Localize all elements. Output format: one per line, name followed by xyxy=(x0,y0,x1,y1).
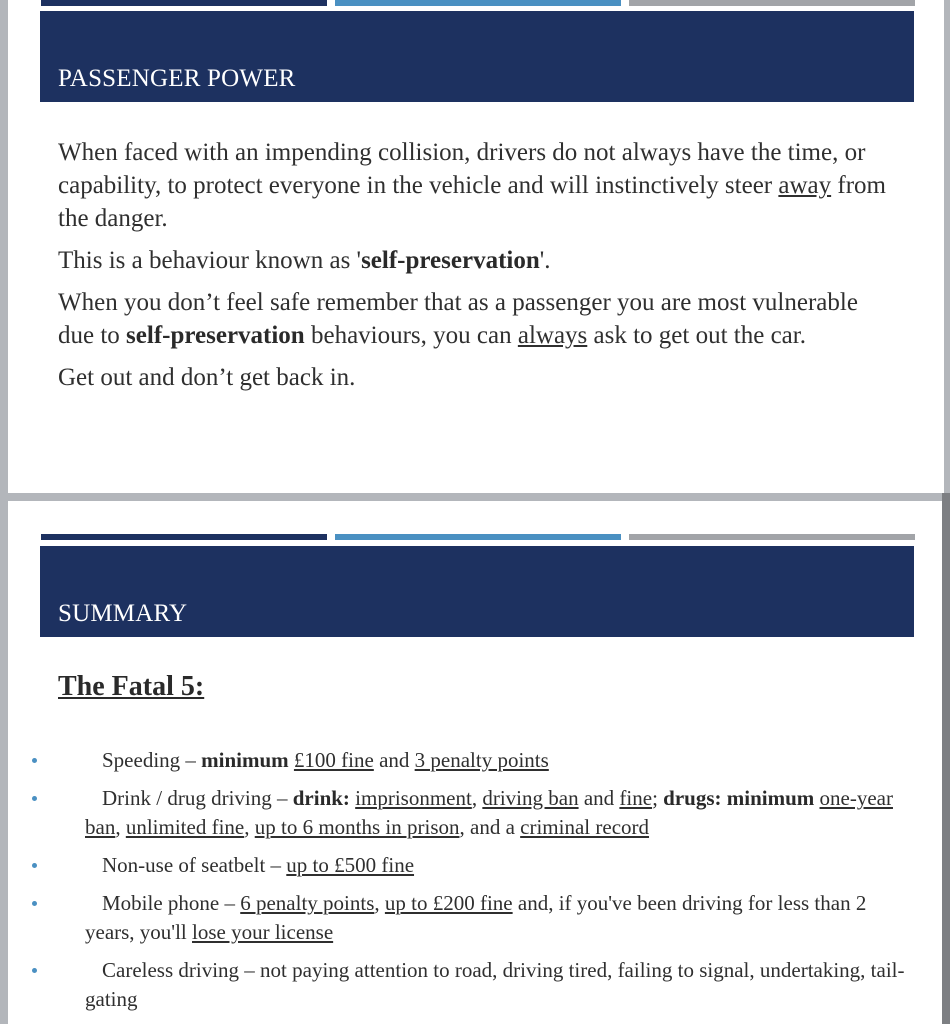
text: and, if you've been driving for less than 2 years, you'll xyxy=(85,891,867,944)
paragraph-feel-safe xyxy=(58,286,898,352)
slide-title: SUMMARY xyxy=(58,600,188,627)
underlined-text: up to £200 fine xyxy=(384,891,513,915)
list-item: Drink / drug driving – drink: imprisonment, driving ban and fine; drugs: minimum one-year ban, unlimited fine, up to 6 months in prison, and a criminal record xyxy=(8,784,944,842)
slide-summary xyxy=(8,501,944,1024)
underlined-text: always xyxy=(517,322,588,349)
paragraph-self-preservation xyxy=(58,244,898,277)
slide-body xyxy=(58,136,898,403)
bold-text: self-preservation xyxy=(361,247,540,274)
text: behaviours, you can xyxy=(304,322,518,349)
text: Careless driving – not paying attention to road, driving tired, failing to signal, undertaking, tail-gating xyxy=(85,958,905,1011)
bullet-icon xyxy=(32,901,37,906)
section-heading: The Fatal 5: xyxy=(58,671,205,702)
underlined-text: unlimited fine xyxy=(125,815,245,839)
paragraph-collision xyxy=(58,136,898,235)
text: When you don’t feel safe remember that as a passenger you are most vulnerable due to xyxy=(58,289,858,349)
bold-text: drugs: minimum xyxy=(663,786,815,810)
accent-bar-grey xyxy=(629,534,915,540)
slide-passenger-power xyxy=(8,0,944,493)
accent-bar-grey xyxy=(629,0,915,6)
underlined-text: up to 6 months in prison xyxy=(254,815,460,839)
underlined-text: up to £500 fine xyxy=(286,853,415,877)
underlined-text: imprisonment xyxy=(355,786,472,810)
text: , and a xyxy=(459,815,521,839)
underlined-text: lose your license xyxy=(192,920,334,944)
bullet-icon xyxy=(32,758,37,763)
underlined-text: criminal record xyxy=(520,815,650,839)
text: Mobile phone – xyxy=(102,891,241,915)
text: and xyxy=(578,786,620,810)
bullet-icon xyxy=(32,968,37,973)
text: ask to get out the car. xyxy=(587,322,806,349)
slide-title-band xyxy=(40,11,914,102)
text: Non-use of seatbelt – xyxy=(102,853,287,877)
accent-bar-blue xyxy=(335,534,621,540)
text: Speeding – xyxy=(102,748,202,772)
scrollbar[interactable] xyxy=(942,493,950,1024)
accent-bar-navy xyxy=(41,534,327,540)
list-item: Mobile phone – 6 penalty points, up to £200 fine and, if you've been driving for less than 2 years, you'll lose your license xyxy=(8,889,944,947)
bullet-icon xyxy=(32,796,37,801)
accent-bar-blue xyxy=(335,0,621,6)
accent-bar-navy xyxy=(41,0,327,6)
paragraph-get-out: Get out and don’t get back in. xyxy=(58,364,356,391)
underlined-text: 6 penalty points xyxy=(240,891,375,915)
underlined-text: 3 penalty points xyxy=(414,748,549,772)
bullet-icon xyxy=(32,863,37,868)
bold-text: drink: xyxy=(292,786,350,810)
slide-title-band xyxy=(40,546,914,637)
bullet-list xyxy=(8,746,944,1023)
text: When faced with an impending collision, drivers do not always have the time, or capability, to protect everyone in the vehicle and will instinctively steer xyxy=(58,139,866,199)
underlined-text: fine xyxy=(619,786,653,810)
list-item xyxy=(8,851,944,880)
underlined-text: away xyxy=(778,172,832,199)
underlined-text: one-year ban xyxy=(85,786,893,839)
text: and xyxy=(373,748,415,772)
slide-title: PASSENGER POWER xyxy=(58,65,296,92)
underlined-text: £100 fine xyxy=(293,748,374,772)
bold-text: minimum xyxy=(201,748,289,772)
bold-text: self-preservation xyxy=(126,322,305,349)
list-item xyxy=(8,956,944,1014)
text: Drink / drug driving – xyxy=(102,786,293,810)
list-item xyxy=(8,746,944,775)
text: This is a behaviour known as ' xyxy=(58,247,362,274)
text: '. xyxy=(539,247,551,274)
underlined-text: driving ban xyxy=(482,786,579,810)
text: from the danger. xyxy=(58,172,886,232)
